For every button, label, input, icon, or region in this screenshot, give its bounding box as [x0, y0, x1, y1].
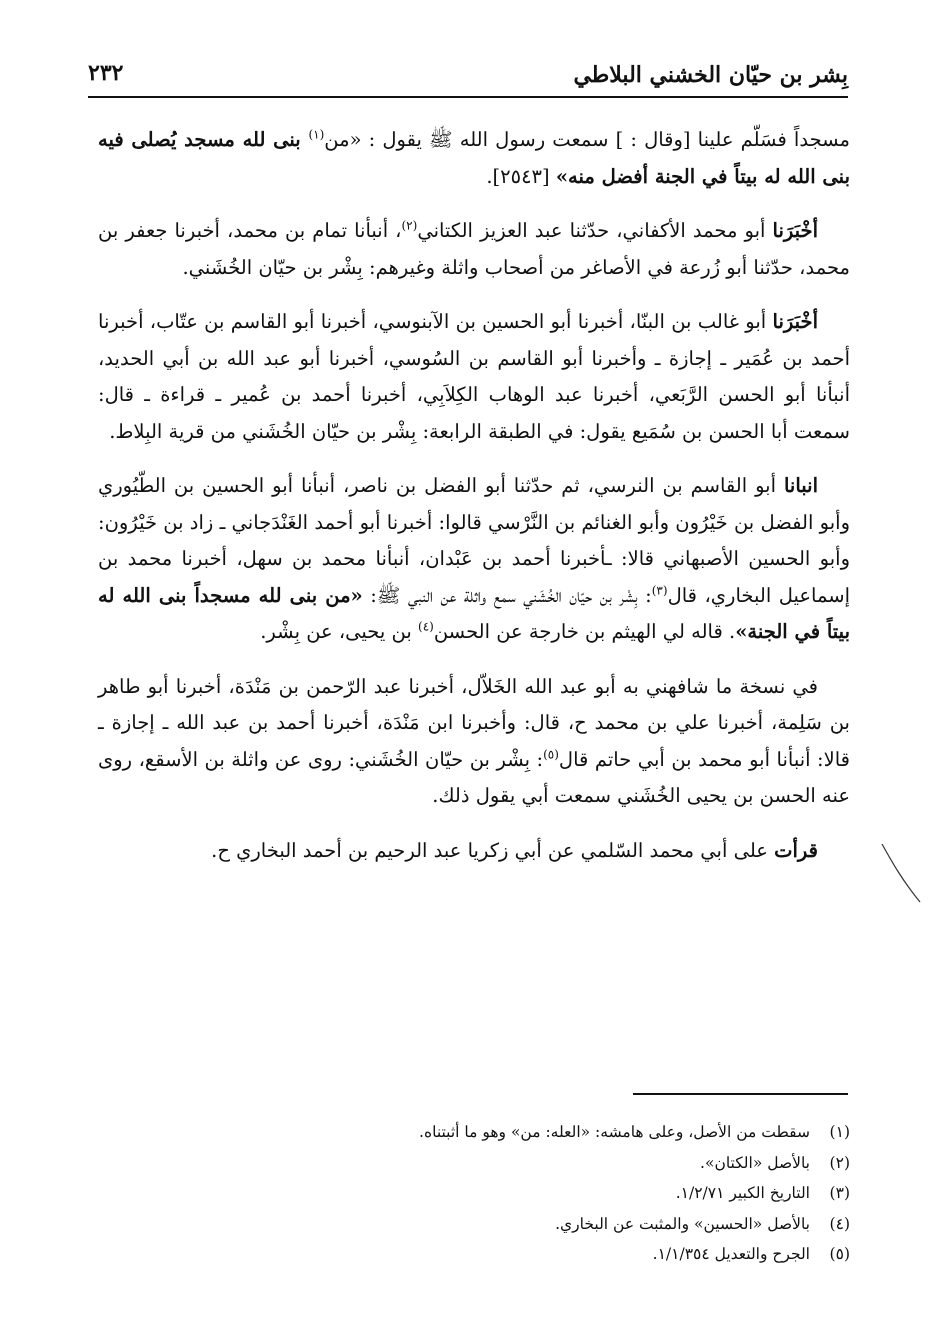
footnote-item	[170, 1239, 850, 1270]
paragraph-text: على أبي محمد السّلمي عن أبي زكريا عبد الرحيم بن أحمد البخاري ح.	[211, 838, 775, 862]
footnote-ref: (١)	[308, 127, 325, 142]
paragraph-text: مسجداً فسَلّم علينا [وقال : ] سمعت رسول الله ﷺ يقول : «من	[324, 128, 850, 151]
lead-word: أخْبَرَنا	[772, 219, 818, 242]
paragraph-text: . قاله لي الهيثم بن خارجة عن الحسن	[433, 620, 736, 643]
paragraph-text: بن يحيى، عن بِشْر.	[260, 620, 418, 643]
footnote-divider	[633, 1093, 848, 1095]
footnote-ref: (٢)	[401, 218, 418, 233]
paragraph-text: ، أنبأنا تمام بن محمد، أخبرنا جعفر بن محمد، حدّثنا أبو زُرعة في الأصاغر من أصحاب واثلة وغيرهم: بِشْر بن حيّان الخُشَني.	[98, 219, 850, 279]
footnote-number: (٥)	[829, 1245, 850, 1263]
lead-word: انبانا	[783, 474, 818, 497]
footnote-number: (٣)	[829, 1184, 850, 1202]
footnote-number: (١)	[829, 1123, 850, 1141]
footnote-text: الجرح والتعديل ١/١/٣٥٤.	[652, 1245, 810, 1263]
lead-word: قرأت	[774, 838, 818, 862]
footnote-item	[170, 1178, 850, 1209]
page-number: ٢٣٢	[88, 60, 124, 86]
paragraph-text: في نسخة ما شافهني به أبو عبد الله الخَلاّل، أخبرنا عبد الرّحمن بن مَنْدَة، أخبرنا أبو طاهر بن سَلِمة، أخبرنا علي بن محمد ح، قال: وأخبرنا ابن مَنْدَة، أخبرنا أحمد بن عبد الله ـ إجازة ـ قالا: أنبأنا أبو محمد بن أبي حاتم قال	[98, 674, 850, 771]
paragraph-1	[98, 122, 850, 195]
paragraph-3	[98, 304, 850, 450]
main-text	[98, 122, 850, 887]
paragraph-text: : بِشْر بن حيّان الخُشَني سمع واثلة عن النبي ﷺ:	[362, 583, 652, 607]
running-header	[88, 58, 848, 98]
footnote-ref: (٤)	[418, 619, 434, 634]
paragraph-5	[98, 669, 850, 815]
hadith-text: بنى لله مسجد يُصلى فيه بنى الله له بيتاً في الجنة أفضل منه»	[98, 128, 850, 188]
footnote-text: سقطت من الأصل، وعلى هامشه: «العله: من» وهو ما أثبتناه.	[419, 1123, 810, 1141]
footnote-item	[170, 1117, 850, 1148]
paragraph-text: أبو محمد الأكفاني، حدّثنا عبد العزيز الكتاني	[417, 219, 773, 242]
citation-ref: [٢٥٤٣].	[486, 164, 556, 188]
footnote-text: بالأصل «الكتان».	[700, 1153, 810, 1172]
scan-pen-mark	[880, 842, 922, 904]
footnote-number: (٢)	[829, 1153, 850, 1172]
footnote-text: التاريخ الكبير ١/٢/٧١.	[675, 1184, 810, 1202]
footnote-ref: (٣)	[651, 583, 668, 597]
paragraph-6	[98, 833, 850, 870]
paragraph-text: أبو غالب بن البنّا، أخبرنا أبو الحسين بن الآبنوسي، أخبرنا أبو القاسم بن عتّاب، أخبرنا أحمد بن عُمَير ـ إجازة ـ وأخبرنا أبو القاسم بن السُوسي، أخبرنا أبو عبد الله بن أبي الحديد، أنبأنا أبو الحسن الرَّبَعي، أخبرنا عبد الوهاب الكِلاَبِي، أخبرنا أحمد بن عُمير ـ قراءة ـ قال: سمعت أبا الحسن بن سُمَيع يقول: في الطبقة الرابعة: بِشْر بن حيّان الخُشَني من قرية البِلاط.	[98, 310, 850, 443]
footnote-item	[170, 1209, 850, 1240]
footnote-item	[170, 1148, 850, 1179]
footnote-text: بالأصل «الحسين» والمثبت عن البخاري.	[555, 1214, 810, 1233]
paragraph-2	[98, 213, 850, 286]
paragraph-text: : بِشْر بن حيّان الخُشَني: روى عن واثلة بن الأسقع، روى عنه الحسن بن يحيى الخُشَني سمعت أبي يقول ذلك.	[98, 747, 850, 807]
footnotes	[170, 1117, 850, 1270]
running-title: بِشر بن حيّان الخشني البلاطي	[573, 62, 848, 88]
paragraph-text: أبو القاسم بن النرسي، ثم حدّثنا أبو الفضل بن ناصر، أنبأنا أبو الحسين بن الطّيُوري وأبو الفضل بن خَيْرُون وأبو الغنائم بن النَّرْسي قالوا: أخبرنا أبو أحمد الغَنْدَجاني ـ زاد بن خَيْرُون: وأبو الحسين الأصبهاني قالا: ـأخبرنا أحمد بن عَبْدان، أنبأنا محمد بن سهل، أخبرنا محمد بن إسماعيل البخاري، قال	[98, 474, 850, 607]
footnote-ref: (٥)	[543, 747, 559, 761]
hadith-text: «من بنى لله مسجداً بنى الله له بيتاً في الجنة»	[98, 583, 850, 643]
paragraph-4	[98, 468, 850, 651]
lead-word: أخْبَرَنا	[772, 310, 818, 333]
footnote-number: (٤)	[829, 1214, 850, 1233]
